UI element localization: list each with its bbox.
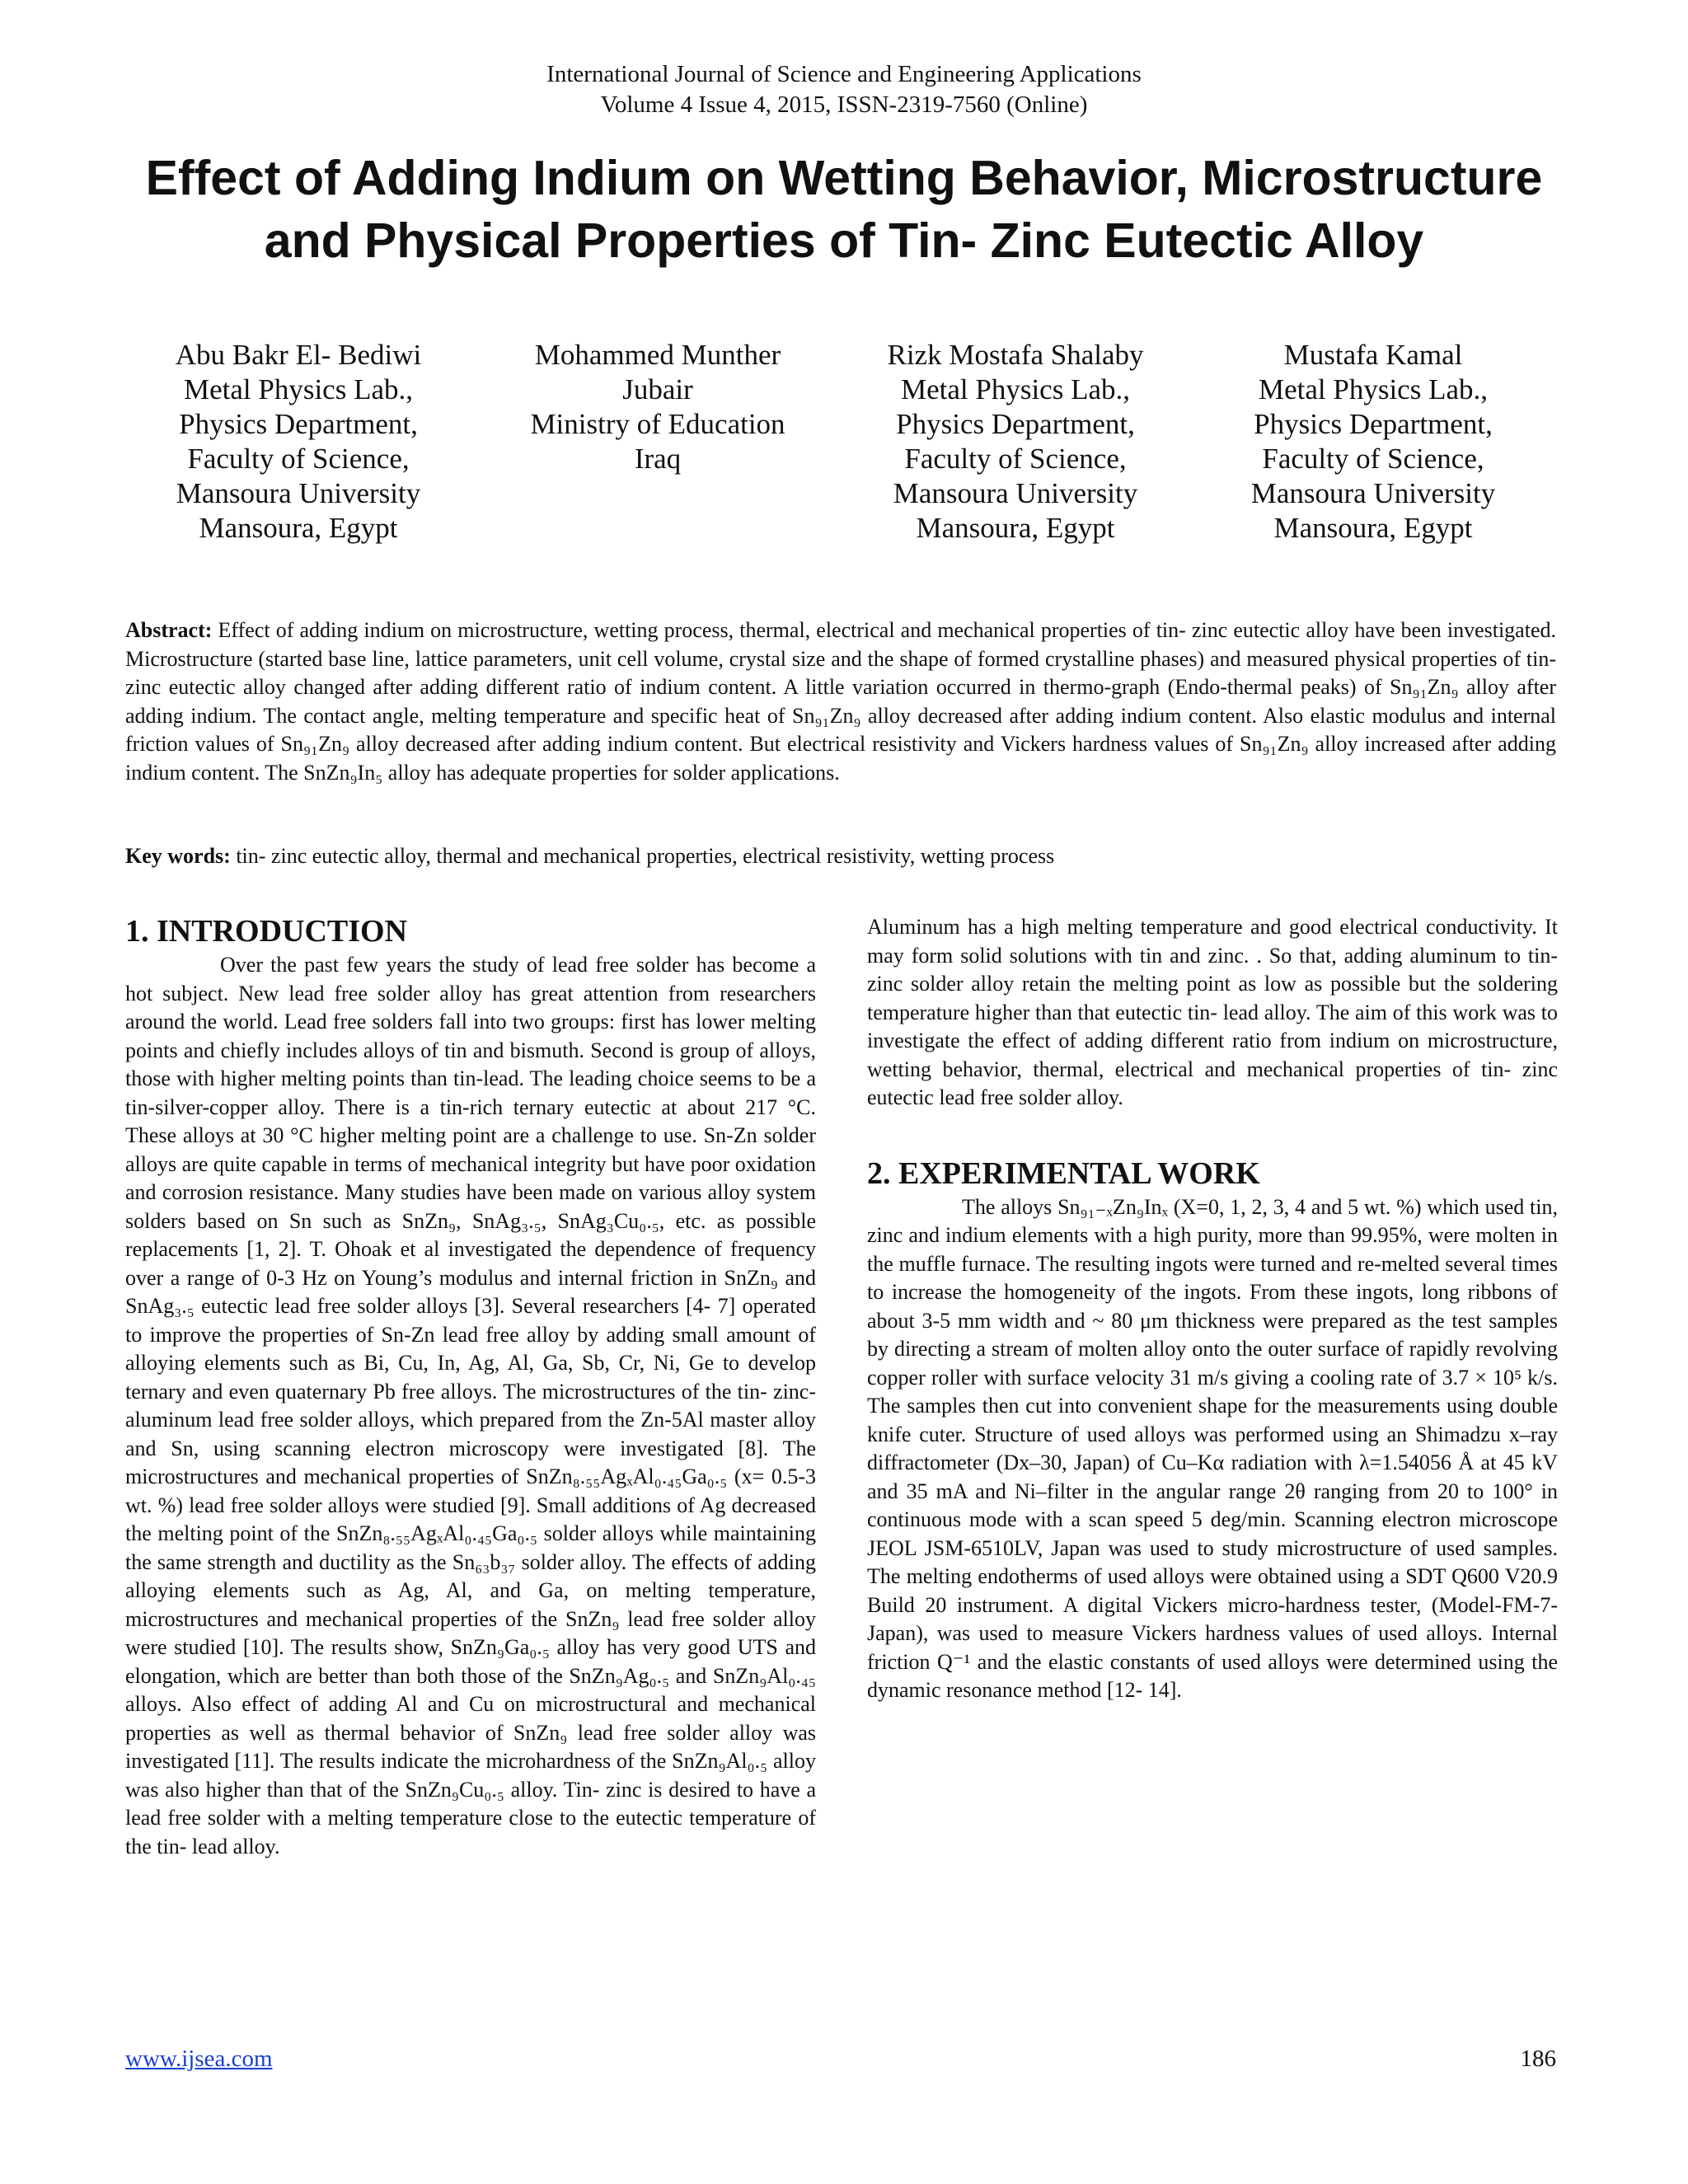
author-1-affil-3: Faculty of Science, [187, 443, 410, 475]
author-4-name: Mustafa Kamal [1283, 339, 1463, 371]
introduction-paragraph-1: Over the past few years the study of lead free solder has become a hot subject. New lead free solder alloy has great attention from researchers around the world. Lead free solders fall into two groups: first has lower melting points and chiefly includes alloys of tin and bismuth. Second is group of alloys, those with higher melting points than tin-lead. The leading choice seems to be a tin-silver-copper alloy. There is a tin-rich ternary eutectic at about 217 °C. These alloys at 30 °C higher melting point are a challenge to use. Sn-Zn solder alloys are quite capable in terms of mechanical integrity but have poor oxidation and corrosion resistance. Many studies have been made on various alloy system solders based on Sn such as SnZn₉, SnAg₃.₅, SnAg₃Cu₀.₅, etc. as possible replacements [1, 2]. T. Ohoak et al investigated the dependence of frequency over a range of 0-3 Hz on Young’s modulus and internal friction in SnZn₉ and SnAg₃.₅ eutectic lead free solder alloys [3]. Several researchers [4- 7] operated to improve the properties of Sn-Zn lead free alloy by adding small amount of alloying elements such as Bi, Cu, In, Ag, Al, Ga, Sb, Cr, Ni, Ge to develop ternary and even quaternary Pb free alloys. The microstructures of the tin- zinc- aluminum lead free solder alloys, which prepared from the Zn-5Al master alloy and Sn, using scanning electron microscopy were investigated [8]. The microstructures and mechanical properties of SnZn₈.₅₅AgₓAl₀.₄₅Ga₀.₅ (x= 0.5-3 wt. %) lead free solder alloys were studied [9]. Small additions of Ag decreased the melting point of the SnZn₈.₅₅AgₓAl₀.₄₅Ga₀.₅ solder alloys while maintaining the same strength and ductility as the Sn₆₃b₃₇ solder alloy. The effects of adding alloying elements such as Ag, Al, and Ga, on melting temperature, microstructures and mechanical properties of the SnZn₉ lead free solder alloy were studied [10]. The results show, SnZn₉Ga₀.₅ alloy has very good UTS and elongation, which are better than both those of the SnZn₉Ag₀.₅ and SnZn₉Al₀.₄₅ alloys. Also effect of adding Al and Cu on microstructural and mechanical properties as well as thermal behavior of SnZn₉ lead free solder alloy was investigated [11]. The results indicate the microhardness of the SnZn₉Al₀.₅ alloy was also higher than that of the SnZn₉Cu₀.₅ alloy. Tin- zinc is desired to have a lead free solder with a melting temperature close to the eutectic temperature of the tin- lead alloy. [125, 953, 816, 1858]
paper-title [91, 147, 1597, 272]
author-3-affil-4: Mansoura University [893, 477, 1138, 509]
author-4-affil-4: Mansoura University [1250, 477, 1496, 509]
title-line-2: and Physical Properties of Tin- Zinc Eutectic Alloy [264, 213, 1424, 268]
author-1-affil-2: Physics Department, [179, 408, 418, 440]
author-4-affil-2: Physics Department, [1254, 408, 1493, 440]
author-1-name: Abu Bakr El- Bediwi [175, 339, 422, 371]
author-4 [1217, 338, 1530, 546]
journal-volume: Volume 4 Issue 4, 2015, ISSN-2319-7560 (Online) [600, 91, 1088, 118]
author-4-affil-1: Metal Physics Lab., [1258, 373, 1489, 405]
author-1-affil-4: Mansoura University [176, 477, 421, 509]
left-column [125, 913, 816, 1861]
author-4-affil-3: Faculty of Science, [1262, 443, 1484, 475]
author-3-affil-1: Metal Physics Lab., [900, 373, 1131, 405]
abstract-label: Abstract: [125, 618, 213, 642]
author-block [0, 338, 1688, 569]
title-line-1: Effect of Adding Indium on Wetting Behavior, Microstructure [145, 151, 1543, 205]
experimental-paragraph: The alloys Sn₉₁₋ₓZn₉Inₓ (X=0, 1, 2, 3, 4 and 5 wt. %) which used tin, zinc and indium elements with a high purity, more than 99.95%, were molten in the muffle furnace. The resulting ingots were turned and re-melted several times to increase the homogeneity of the ingots. From these ingots, long ribbons of about 3-5 mm width and ~ 80 μm thickness were prepared as the test samples by directing a stream of molten alloy onto the outer surface of rapidly revolving copper roller with surface velocity 31 m/s giving a cooling rate of 3.7 × 10⁵ k/s. The samples then cut into convenient shape for the measurements using double knife cuter. Structure of used alloys was performed using an Shimadzu x–ray diffractometer (Dx–30, Japan) of Cu–Kα radiation with λ=1.54056 Å at 45 kV and 35 mA and Ni–filter in the angular range 2θ ranging from 20 to 100° in continuous mode with a scan speed 5 deg/min. Scanning electron microscope JEOL JSM-6510LV, Japan was used to study microstructure of used samples. The melting endotherms of used alloys were obtained using a SDT Q600 V20.9 Build 20 instrument. A digital Vickers micro-hardness tester, (Model-FM-7- Japan), was used to measure Vickers hardness values of used alloys. Internal friction Q⁻¹ and the elastic constants of used alloys were determined using the dynamic resonance method [12- 14]. [867, 1194, 1558, 1702]
author-3-name: Rizk Mostafa Shalaby [887, 339, 1144, 371]
author-2-affil-2: Iraq [634, 443, 682, 475]
section-heading-experimental: 2. EXPERIMENTAL WORK [867, 1155, 1260, 1191]
introduction-paragraph-2: Aluminum has a high melting temperature and good electrical conductivity. It may form solid solutions with tin and zinc. . So that, adding aluminum to tin- zinc solder alloy retain the melting point as low as possible but the soldering temperature higher than that eutectic tin- lead alloy. The aim of this work was to investigate the effect of adding different ratio from indium on microstructure, wetting behavior, thermal, electrical and mechanical properties of tin- zinc eutectic lead free solder alloy. [867, 915, 1558, 1109]
section-heading-introduction: 1. INTRODUCTION [125, 914, 408, 949]
footer-journal-link[interactable]: www.ijsea.com [125, 2046, 273, 2072]
author-2 [501, 338, 814, 476]
right-column [867, 913, 1558, 1705]
abstract [125, 616, 1556, 787]
author-3-affil-2: Physics Department, [896, 408, 1135, 440]
author-3 [859, 338, 1172, 546]
author-1 [142, 338, 455, 546]
author-1-affil-5: Mansoura, Egypt [199, 512, 398, 544]
keywords-text: tin- zinc eutectic alloy, thermal and mechanical properties, electrical resistivity, wetting process [230, 844, 1055, 868]
author-4-affil-5: Mansoura, Egypt [1273, 512, 1473, 544]
section-spacer [867, 1113, 1558, 1155]
journal-header [0, 59, 1688, 120]
keywords [125, 842, 1556, 870]
author-2-name-1: Mohammed Munther [534, 339, 781, 371]
author-2-affil-1: Ministry of Education [530, 408, 785, 440]
author-3-affil-5: Mansoura, Egypt [916, 512, 1115, 544]
author-2-name-2: Jubair [622, 373, 693, 405]
journal-name: International Journal of Science and Engineering Applications [546, 61, 1142, 87]
author-1-affil-1: Metal Physics Lab., [183, 373, 414, 405]
author-3-affil-3: Faculty of Science, [904, 443, 1127, 475]
keywords-label: Key words: [125, 844, 231, 868]
page-number: 186 [1520, 2046, 1556, 2072]
abstract-text: Effect of adding indium on microstructure, wetting process, thermal, electrical and mechanical properties of tin- zinc eutectic alloy have been investigated. Microstructure (started base line, lattice parameters, unit cell volume, crystal size and the shape of formed crystalline phases) and measured physical properties of tin- zinc eutectic alloy changed after adding different ratio of indium content. A little variation occurred in thermo-graph (Endo-thermal peaks) of Sn₉₁Zn₉ alloy after adding indium. The contact angle, melting temperature and specific heat of Sn₉₁Zn₉ alloy decreased after adding indium content. Also elastic modulus and internal friction values of Sn₉₁Zn₉ alloy decreased after adding indium content. But electrical resistivity and Vickers hardness values of Sn₉₁Zn₉ alloy increased after adding indium content. The SnZn₉In₅ alloy has adequate properties for solder applications. [125, 618, 1556, 785]
